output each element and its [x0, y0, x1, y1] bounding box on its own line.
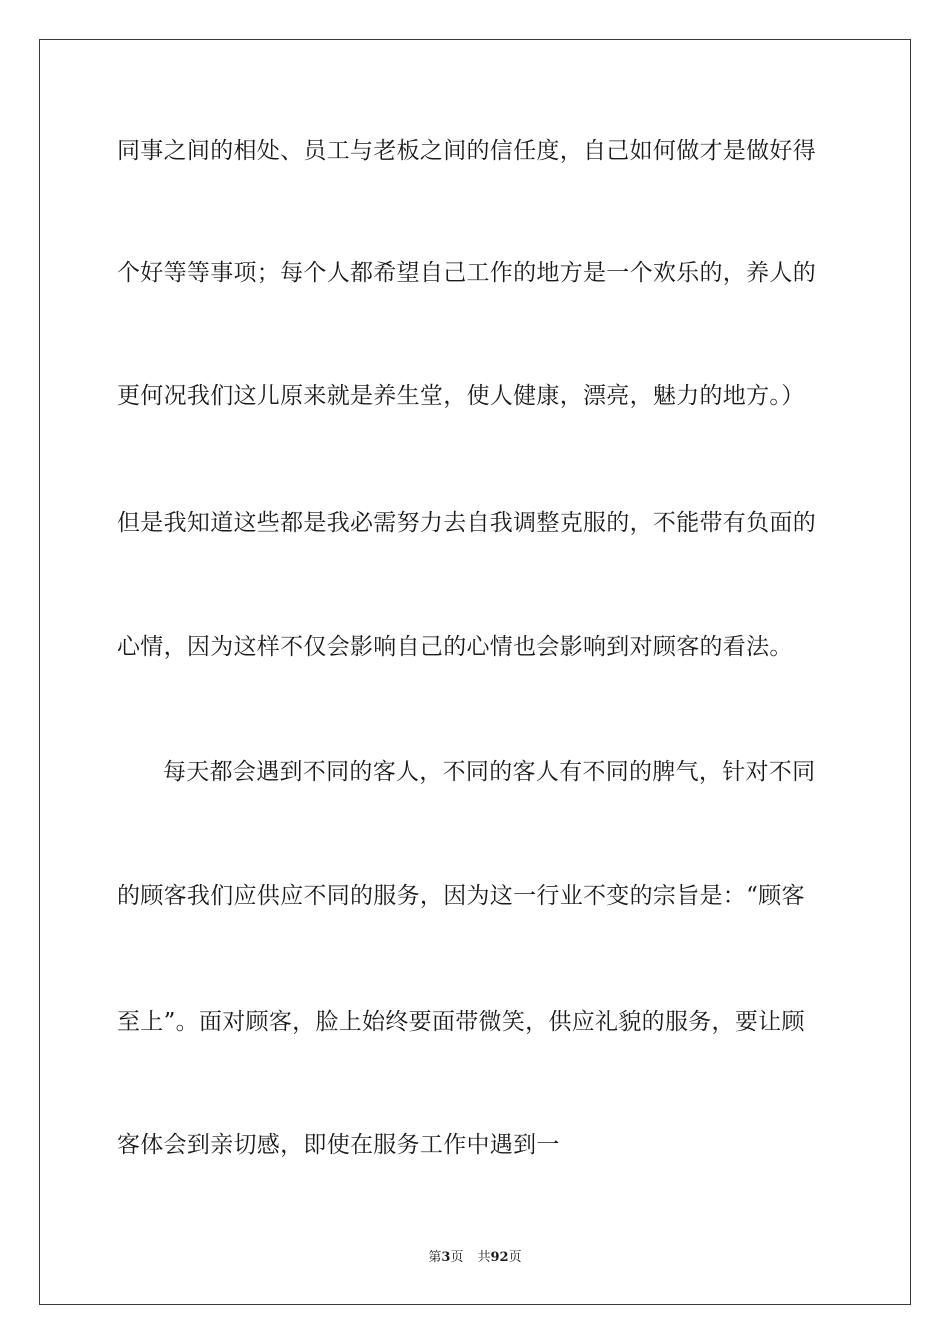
- body-line-6: 每天都会遇到不同的客人，不同的客人有不同的脾气，针对不同: [163, 759, 816, 785]
- page-footer: [0, 1246, 950, 1265]
- total-pages: 92: [490, 1250, 509, 1265]
- body-line-2: 个好等等事项；每个人都希望自己工作的地方是一个欢乐的，养人的: [117, 260, 816, 286]
- page-prefix: 第: [428, 1250, 442, 1265]
- body-line-1: 同事之间的相处、员工与老板之间的信任度，自己如何做才是做好得: [117, 138, 816, 164]
- total-prefix: 共: [477, 1250, 491, 1265]
- body-line-4: 但是我知道这些都是我必需努力去自我调整克服的，不能带有负面的: [117, 510, 816, 536]
- page-suffix: 页: [450, 1250, 464, 1265]
- page-number: 3: [441, 1250, 451, 1265]
- body-line-7: 的顾客我们应供应不同的服务，因为这一行业不变的宗旨是：“顾客: [117, 883, 805, 909]
- body-line-9: 客体会到亲切感，即使在服务工作中遇到一: [117, 1132, 560, 1158]
- body-line-5: 心情，因为这样不仅会影响自己的心情也会影响到对顾客的看法。: [117, 634, 793, 660]
- total-suffix: 页: [508, 1250, 522, 1265]
- body-line-8: 至上”。面对顾客，脸上始终要面带微笑，供应礼貌的服务，要让顾: [117, 1009, 805, 1035]
- page-frame: [39, 39, 911, 1305]
- body-line-3: 更何况我们这儿原来就是养生堂，使人健康，漂亮，魅力的地方。）: [117, 383, 805, 409]
